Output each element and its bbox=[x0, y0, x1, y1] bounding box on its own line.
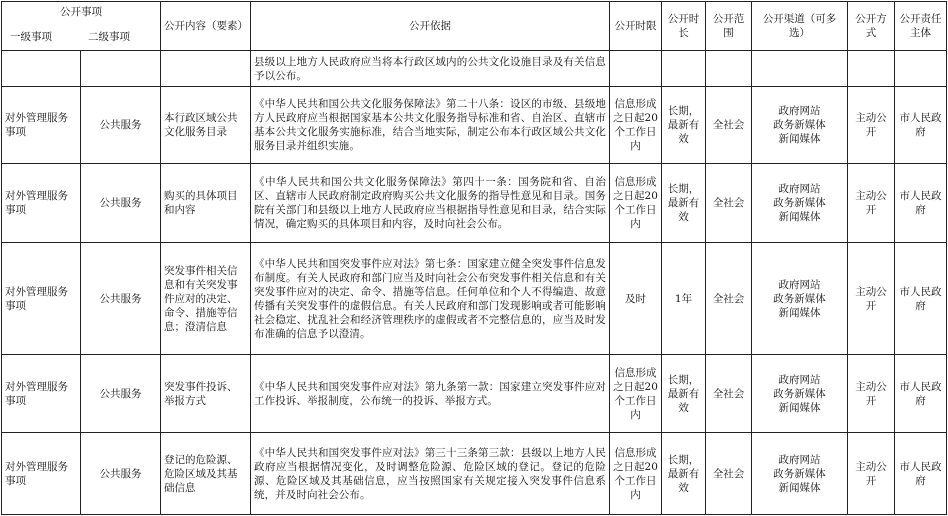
header-channel: 公开渠道（可多选） bbox=[752, 2, 848, 51]
cell-time-limit: 信息形成之日起20个工作日内 bbox=[610, 87, 662, 164]
header-basis: 公开依据 bbox=[251, 2, 610, 51]
header-public-matter-label: 公开事项 bbox=[60, 6, 102, 18]
cell-level2: 公共服务 bbox=[81, 243, 161, 355]
cell-time-limit: 信息形成之日起20个工作日内 bbox=[610, 164, 662, 243]
cell-level1: 对外管理服务事项 bbox=[2, 433, 81, 515]
cell-scope: 全社会 bbox=[706, 243, 752, 355]
cell-basis: 《中华人民共和国公共文化服务保障法》第四十一条：国务院和省、自治区、直辖市人民政府制定政府购买公共文化服务的指导性意见和目录。国务院有关部门和县级以上地方人民政府应当根据指导性意见和目录，结合实际情况，确定购买的具体项目和内容，及时向社会公布。 bbox=[251, 164, 610, 243]
cell-level2: 公共服务 bbox=[81, 433, 161, 515]
cell-basis: 《中华人民共和国突发事件应对法》第三十三条第三款：县级以上地方人民政府应当根据情况变化，及时调整危险源、危险区域的登记。登记的危险源、危险区域及其基础信息，应当按照国家有关规定接入突发事件信息系统，并及时向社会公布。 bbox=[251, 433, 610, 515]
cell-method: 主动公开 bbox=[848, 243, 895, 355]
disclosure-table bbox=[1, 1, 947, 515]
header-row bbox=[2, 2, 947, 51]
cell-method: 主动公开 bbox=[848, 87, 895, 164]
cell-scope: 全社会 bbox=[706, 355, 752, 433]
cell-channel: 政府网站 政务新媒体 新闻媒体 bbox=[752, 433, 848, 515]
table-row bbox=[2, 164, 947, 243]
table-row bbox=[2, 87, 947, 164]
cell-subject: 市人民政府 bbox=[895, 433, 947, 515]
cell-subject: 市人民政府 bbox=[895, 243, 947, 355]
header-time-limit: 公开时限 bbox=[610, 2, 662, 51]
table-row bbox=[2, 355, 947, 433]
cell-level2: 公共服务 bbox=[81, 164, 161, 243]
cell-time-limit: 信息形成之日起20个工作日内 bbox=[610, 355, 662, 433]
cell-time-limit: 信息形成之日起20个工作日内 bbox=[610, 433, 662, 515]
header-method: 公开方式 bbox=[848, 2, 895, 51]
cell-method: 主动公开 bbox=[848, 164, 895, 243]
cell-content: 突发事件相关信息和有关突发事件应对的决定、命令、措施等信息；澄清信息 bbox=[161, 243, 251, 355]
header-level1: 一级事项 bbox=[10, 31, 52, 43]
cell-channel: 政府网站 政务新媒体 新闻媒体 bbox=[752, 87, 848, 164]
cell-basis: 《中华人民共和国公共文化服务保障法》第二十八条：设区的市级、县级地方人民政府应当根据国家基本公共文化服务指导标准和省、自治区、直辖市基本公共文化服务实施标准，结合当地实际，制定公布本行政区域公共文化服务目录并组织实施。 bbox=[251, 87, 610, 164]
cell-duration: 长期，最新有效 bbox=[662, 433, 706, 515]
cell-subject: 市人民政府 bbox=[895, 355, 947, 433]
cell-scope: 全社会 bbox=[706, 87, 752, 164]
continuation-row bbox=[2, 51, 947, 87]
table-row bbox=[2, 243, 947, 355]
cell-method: 主动公开 bbox=[848, 433, 895, 515]
header-duration: 公开时长 bbox=[662, 2, 706, 51]
cell-level2: 公共服务 bbox=[81, 355, 161, 433]
cell-scope: 全社会 bbox=[706, 164, 752, 243]
cell-channel: 政府网站 政务新媒体 新闻媒体 bbox=[752, 164, 848, 243]
cell-content: 本行政区域公共文化服务目录 bbox=[161, 87, 251, 164]
header-public-matter bbox=[2, 2, 161, 51]
cell-duration: 长期，最新有效 bbox=[662, 355, 706, 433]
cell-time-limit: 及时 bbox=[610, 243, 662, 355]
cell-scope: 全社会 bbox=[706, 433, 752, 515]
cell-duration: 长期，最新有效 bbox=[662, 164, 706, 243]
header-subject: 公开责任主体 bbox=[895, 2, 947, 51]
continuation-text: 县级以上地方人民政府应当将本行政区域内的公共文化设施目录及有关信息予以公布。 bbox=[251, 51, 610, 87]
header-content: 公开内容（要素） bbox=[161, 2, 251, 51]
cell-channel: 政府网站 政务新媒体 新闻媒体 bbox=[752, 355, 848, 433]
cell-level1: 对外管理服务事项 bbox=[2, 87, 81, 164]
table-row bbox=[2, 433, 947, 515]
cell-level1: 对外管理服务事项 bbox=[2, 164, 81, 243]
cell-basis: 《中华人民共和国突发事件应对法》第九条第一款：国家建立突发事件应对工作投诉、举报制度，公布统一的投诉、举报方式。 bbox=[251, 355, 610, 433]
cell-duration: 1年 bbox=[662, 243, 706, 355]
cell-subject: 市人民政府 bbox=[895, 164, 947, 243]
cell-level1: 对外管理服务事项 bbox=[2, 355, 81, 433]
cell-content: 登记的危险源、危险区域及其基础信息 bbox=[161, 433, 251, 515]
cell-content: 突发事件投诉、举报方式 bbox=[161, 355, 251, 433]
cell-basis: 《中华人民共和国突发事件应对法》第七条：国家建立健全突发事件信息发布制度。有关人民政府和部门应当及时向社会公布突发事件相关信息和有关突发事件应对的决定、命令、措施等信息。任何单位和个人不得编造、故意传播有关突发事件的虚假信息。有关人民政府和部门发现影响或者可能影响社会稳定、扰乱社会和经济管理秩序的虚假或者不完整信息的，应当及时发布准确的信息予以澄清。 bbox=[251, 243, 610, 355]
header-scope: 公开范围 bbox=[706, 2, 752, 51]
cell-content: 购买的具体项目和内容 bbox=[161, 164, 251, 243]
cell-duration: 长期，最新有效 bbox=[662, 87, 706, 164]
cell-method: 主动公开 bbox=[848, 355, 895, 433]
cell-channel: 政府网站 政务新媒体 新闻媒体 bbox=[752, 243, 848, 355]
cell-level2: 公共服务 bbox=[81, 87, 161, 164]
cell-level1: 对外管理服务事项 bbox=[2, 243, 81, 355]
cell-subject: 市人民政府 bbox=[895, 87, 947, 164]
header-level2: 二级事项 bbox=[88, 31, 130, 43]
